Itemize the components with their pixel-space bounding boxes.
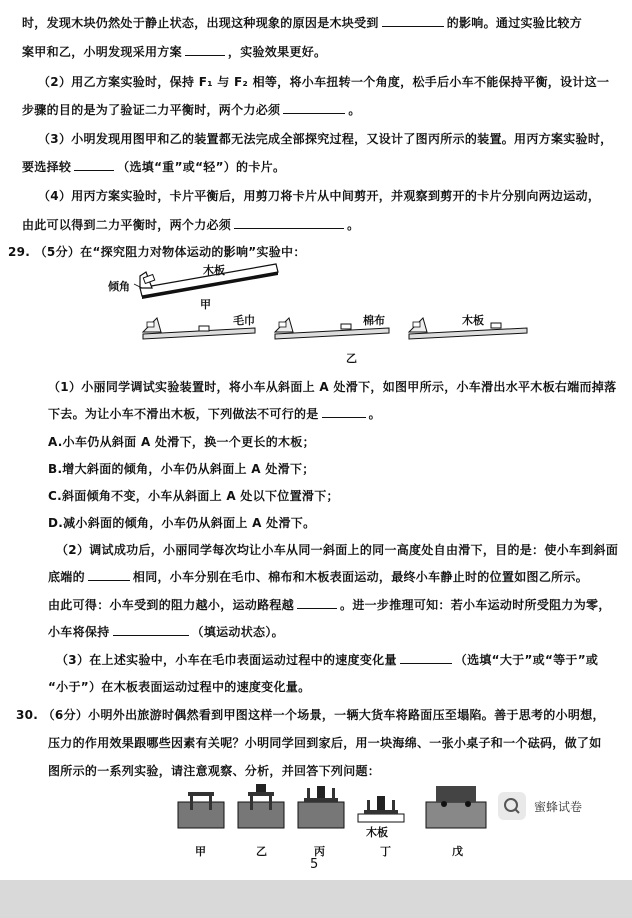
answer-blank[interactable] xyxy=(113,623,189,636)
text-line: 小车将保持 （填运动状态）。 xyxy=(48,625,284,639)
answer-blank[interactable] xyxy=(400,651,452,664)
page-number: 5 xyxy=(310,857,319,872)
watermark xyxy=(498,790,608,822)
fig29-towel-label: 毛巾 xyxy=(233,314,255,327)
text-line: 案甲和乙，小明发现采用方案 ，实验效果更好。 xyxy=(22,45,327,59)
text-line: 由此可以得到二力平衡时，两个力必须 。 xyxy=(22,218,360,232)
fig30-yi xyxy=(238,784,284,828)
text-line: 压力的作用效果跟哪些因素有关呢？小明同学回到家后，用一块海绵、一张小桌子和一个砝码，做了如 xyxy=(48,736,602,750)
text-line: 底端的 相同，小车分别在毛巾、棉布和木板表面运动，最终小车静止时的位置如图乙所示。 xyxy=(48,570,589,584)
text-line: 29. （5分）在“探究阻力对物体运动的影响”实验中： xyxy=(8,245,306,259)
fig30-label-yi: 乙 xyxy=(256,845,267,858)
fig29-board-label: 木板 xyxy=(203,264,225,277)
text-line: （3）在上述实验中，小车在毛巾表面运动过程中的速度变化量 （选填“大于”或“等于”或 xyxy=(56,653,599,667)
text-line: “小于”）在木板表面运动过程中的速度变化量。 xyxy=(48,680,311,694)
text-line: 时，发现木块仍然处于静止状态，出现这种现象的原因是木块受到 的影响。通过实验比较方 xyxy=(22,16,583,30)
text-line: （2）用乙方案实验时，保持 F₁ 与 F₂ 相等，将小车扭转一个角度，松手后小车不能保持平衡，设计这一 xyxy=(38,75,610,89)
fig30-label-jia: 甲 xyxy=(195,845,206,858)
text-line: 要选择较 （选填“重”或“轻”）的卡片。 xyxy=(22,160,286,174)
bottom-band xyxy=(0,880,632,918)
text-line: 由此可得：小车受到的阻力越小，运动路程越 。进一步推理可知：若小车运动时所受阻力为零， xyxy=(48,598,611,612)
fig29-jia-label: 甲 xyxy=(200,298,211,311)
fig30-jia xyxy=(178,792,224,828)
fig29-yi-label: 乙 xyxy=(346,352,357,365)
text-line: 30. （6分）小明外出旅游时偶然看到甲图这样一个场景，一辆大货车将路面压至塌陷。善于思考的小明想， xyxy=(16,708,605,722)
text-line: （3）小明发现用图甲和乙的装置都无法完成全部探究过程，又设计了图丙所示的装置。用丙方案实验时， xyxy=(38,132,613,146)
answer-blank[interactable] xyxy=(382,14,444,27)
watermark-text: 蜜蜂试卷 xyxy=(534,799,583,814)
text-line: 下去。为让小车不滑出木板，下列做法不可行的是 。 xyxy=(48,407,381,421)
text-line: （4）用丙方案实验时，卡片平衡后，用剪刀将卡片从中间剪开，并观察到剪开的卡片分别向两边运动， xyxy=(38,189,601,203)
watermark-logo-icon xyxy=(498,792,526,820)
text-line: 图所示的一系列实验，请注意观察、分析，并回答下列问题： xyxy=(48,764,381,778)
fig29-slope-label: 倾角 xyxy=(108,280,130,293)
answer-blank[interactable] xyxy=(185,43,225,56)
fig30-ding xyxy=(358,796,404,822)
fig29-yi-board-label: 木板 xyxy=(462,314,484,327)
answer-blank[interactable] xyxy=(88,568,130,581)
figure-30 xyxy=(172,780,492,840)
answer-blank[interactable] xyxy=(322,405,366,418)
fig30-board-label: 木板 xyxy=(366,826,388,839)
fig30-label-bing: 丙 xyxy=(314,845,325,858)
fig30-wu xyxy=(426,786,486,828)
answer-blank[interactable] xyxy=(234,216,344,229)
answer-blank[interactable] xyxy=(283,101,345,114)
answer-blank[interactable] xyxy=(74,158,114,171)
fig30-bing xyxy=(298,786,344,828)
text-line: D.减小斜面的倾角，小车仍从斜面上 A 处滑下。 xyxy=(48,516,316,530)
text-line: （2）调试成功后，小丽同学每次均让小车从同一斜面上的同一高度处自由滑下，目的是：使小车到斜面 xyxy=(56,543,619,557)
text-line: A.小车仍从斜面 A 处滑下，换一个更长的木板； xyxy=(48,435,315,449)
text-line: C.斜面倾角不变，小车从斜面上 A 处以下位置滑下； xyxy=(48,489,339,503)
fig30-label-ding: 丁 xyxy=(380,845,391,858)
text-line: 步骤的目的是为了验证二力平衡时，两个力必须 。 xyxy=(22,103,361,117)
text-line: B.增大斜面的倾角，小车仍从斜面上 A 处滑下； xyxy=(48,462,315,476)
text-line: （1）小丽同学调试实验装置时，将小车从斜面上 A 处滑下，如图甲所示，小车滑出水平木板右端而掉落 xyxy=(48,380,617,394)
answer-blank[interactable] xyxy=(297,596,337,609)
fig30-label-wu: 戊 xyxy=(452,845,463,858)
fig29-cotton-label: 棉布 xyxy=(363,314,385,327)
